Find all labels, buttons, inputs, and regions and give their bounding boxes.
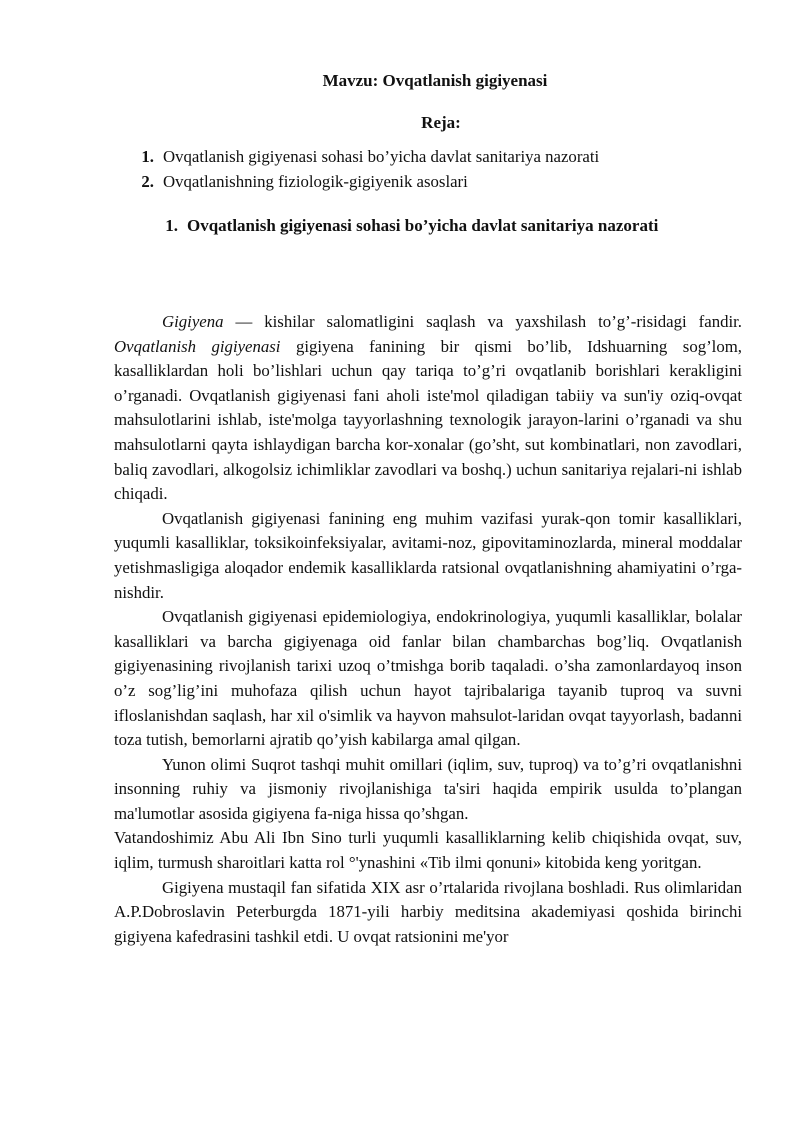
plan-item-2 [114,169,742,194]
plan-item-1 [114,144,742,169]
document-title: Mavzu: Ovqatlanish gigiyenasi [322,71,548,90]
paragraph: Yunon olimi Suqrot tashqi muhit omillari (iqlim, suv, tuproq) va to’g’ri ovqatlanishni insonning ruhiy va jismoniy rivojlanishiga ta'siri haqida empirik usulda to’plangan ma'lumotlar asosida gigiyena fa-niga hissa qo’shgan. [114,754,742,823]
plan-list [114,144,742,194]
paragraph: Vatandoshimiz Abu Ali Ibn Sino turli yuqumli kasalliklarning kelib chiqishida ovqat, suv, iqlim, turmush sharoitlari katta rol °'ynashini «Tib ilmi qonuni» kitobida keng yoritgan. [114,828,742,873]
body-text [114,310,742,949]
plan-heading: Reja: [421,113,461,132]
plan-item-text: Ovqatlanishning fiziologik-gigiyenik asoslari [163,172,468,191]
term-gigiyena: Gigiyena [162,312,224,331]
section-heading [114,214,742,238]
paragraph-text: — kishilar salomatligini saqlash va yaxshilash to’g’-risidagi fandir. [223,312,742,331]
paragraph: Gigiyena mustaqil fan sifatida XIX asr o’rtalarida rivojlana boshladi. Rus olimlaridan A.P.Dobroslavin Peterburgda 1871-yili harbiy meditsina akademiyasi qoshida birinchi gigiyena kafedrasini tashkil etdi. U ovqat ratsionini me'yor [114,877,742,946]
paragraph: Ovqatlanish gigiyenasi epidemiologiya, endokrinologiya, yuqumli kasalliklar, bolalar kasalliklari va barcha gigiyenaga oid fanlar bilan chambarchas bog’liq. Ovqatlanish gigiyenasining rivojlanish tarixi uzoq o’tmishga borib taqaladi. o’sha zamonlardayoq inson o’z sog’lig’ini muhofaza qilish uchun hayot tajribalariga tayanib tuproq va suvni ifloslanishdan saqlash, har xil o'simlik va hayvon mahsulot-laridan ovqat tayyorlash, badanni toza tutish, bemorlarni ajratib qo’yish kabilarga amal qilgan. [114,607,742,750]
plan-item-number: 1. [141,147,154,166]
plan-item-text: Ovqatlanish gigiyenasi sohasi bo’yicha davlat sanitariya nazorati [163,147,600,166]
paragraph: Ovqatlanish gigiyenasi fanining eng muhim vazifasi yurak-qon tomir kasalliklari, yuqumli kasalliklar, toksikoinfeksiyalar, avitami-noz, gipovitaminozlarda, mineral moddalar yetishmasligiga aloqador endemik kasalliklarda ratsional ovqatlanishning ahamiyatini o’rga-nishdir. [114,508,742,602]
section-number: 1. [165,216,178,235]
paragraph-text: gigiyena fanining bir qismi bo’lib, Idshuarning sog’lom, kasalliklardan holi bo’lishlari uchun qay tariqa to’g’ri ovqatlanib borishlari kerakligini o’rganadi. Ovqatlanish gigiyenasi fani aholi iste'mol qiladigan tabiiy va sun'iy oziq-ovqat mahsulotlarini ishlab, iste'molga tayyorlashning texnologik jarayon-larini o’rganadi va shu mahsulotlarni qayta ishlaydigan barcha kor-xonalar (go’sht, sut kombinatlari, non zavodlari, baliq zavodlari, alkogolsiz ichimliklar zavodlari va boshq.) uchun sanitariya rejalari-ni ishlab chiqadi. [114,336,742,504]
term-ovqatlanish-gigiyenasi: Ovqatlanish gigiyenasi [114,336,281,356]
document-page [114,70,742,949]
paragraph [114,310,742,507]
plan-item-number: 2. [141,172,154,191]
section-title: Ovqatlanish gigiyenasi sohasi bo’yicha davlat sanitariya nazorati [187,216,659,235]
